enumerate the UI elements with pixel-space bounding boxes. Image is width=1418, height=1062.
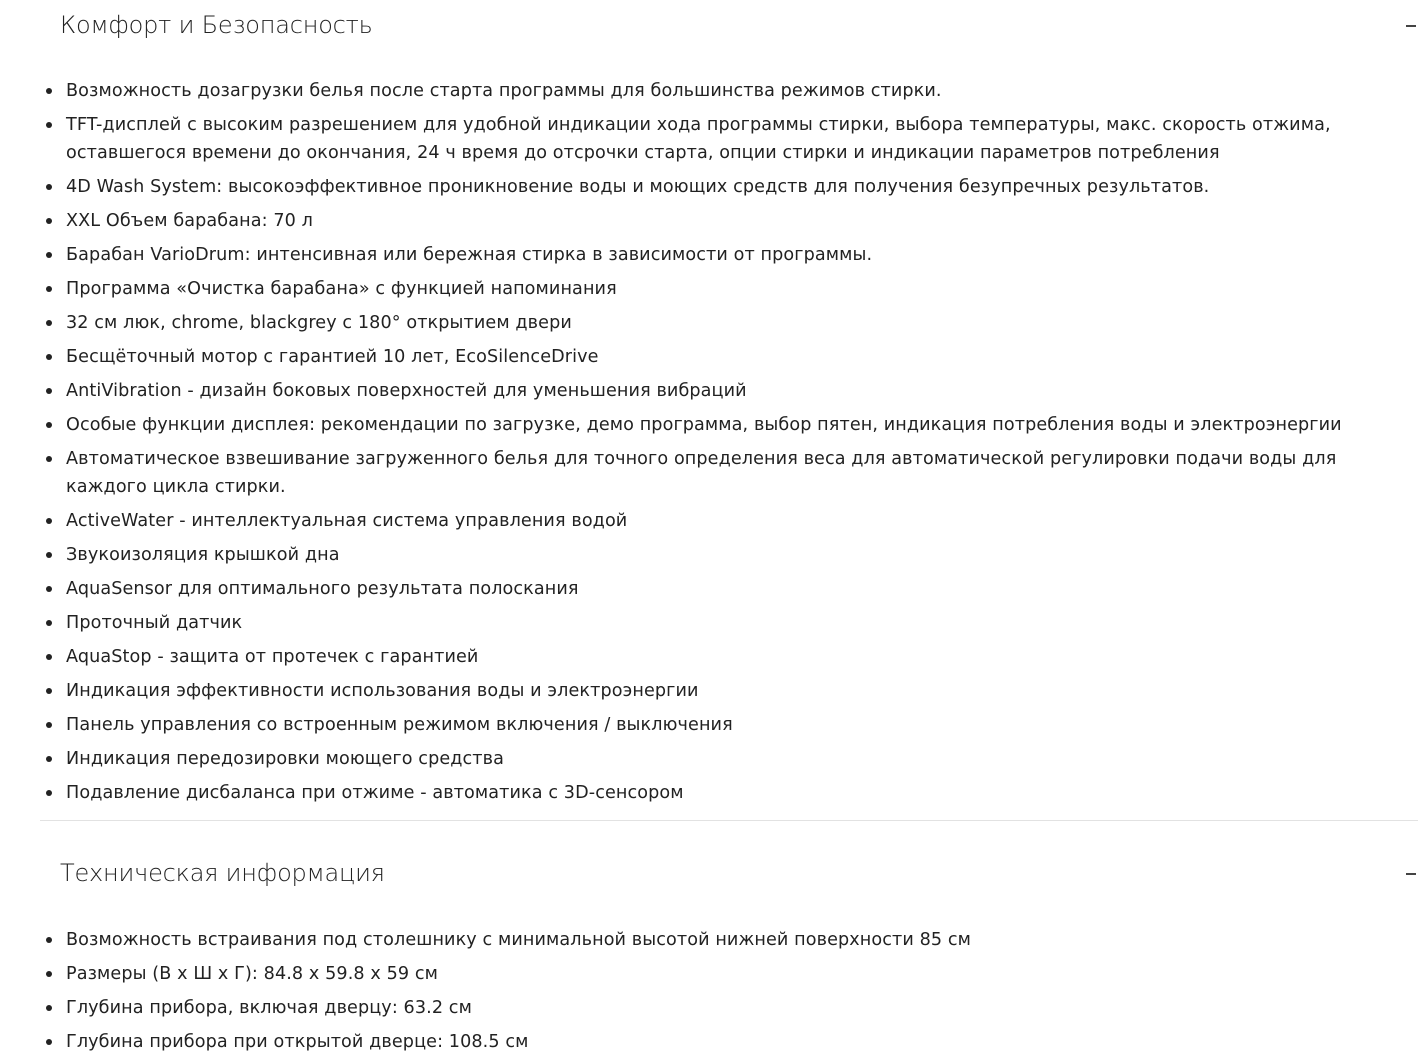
list-item xyxy=(40,411,1418,439)
list-item-text: AquaSensor для оптимального результата полоскания xyxy=(66,579,579,599)
list-item-text: 4D Wash System: высокоэффективное проникновение воды и моющих средств для получения безупречных результатов. xyxy=(66,177,1210,197)
feature-list-comfort xyxy=(40,77,1418,813)
bullet-icon xyxy=(46,937,52,943)
list-item xyxy=(40,377,1418,405)
list-item xyxy=(40,309,1418,337)
list-item xyxy=(40,926,1418,954)
list-item xyxy=(40,779,1418,807)
list-item xyxy=(40,609,1418,637)
section-title-technical[interactable]: Техническая информация xyxy=(60,859,385,887)
bullet-icon xyxy=(46,354,52,360)
section-technical-info xyxy=(40,848,1418,1060)
list-item xyxy=(40,575,1418,603)
bullet-icon xyxy=(46,620,52,626)
bullet-icon xyxy=(46,320,52,326)
bullet-icon xyxy=(46,654,52,660)
list-item xyxy=(40,711,1418,739)
list-item-text: TFT-дисплей с высоким разрешением для удобной индикации хода программы стирки, выбора температуры, макс. скорость отжима, оставшегося времени до окончания, 24 ч время до отсрочки старта, опции стирки и индикации параметров потребления xyxy=(66,115,1331,163)
bullet-icon xyxy=(46,388,52,394)
list-item-text: AntiVibration - дизайн боковых поверхностей для уменьшения вибраций xyxy=(66,381,747,401)
list-item-text: Индикация передозировки моющего средства xyxy=(66,749,504,769)
bullet-icon xyxy=(46,586,52,592)
section-comfort-safety xyxy=(40,0,1418,821)
list-item-text: Возможность дозагрузки белья после старта программы для большинства режимов стирки. xyxy=(66,81,942,101)
list-item xyxy=(40,173,1418,201)
list-item xyxy=(40,241,1418,269)
list-item-text: 32 см люк, chrome, blackgrey с 180° открытием двери xyxy=(66,313,572,333)
list-item-text: Глубина прибора, включая дверцу: 63.2 см xyxy=(66,998,472,1018)
bullet-icon xyxy=(46,1005,52,1011)
bullet-icon xyxy=(46,456,52,462)
list-item-text: AquaStop - защита от протечек с гарантией xyxy=(66,647,479,667)
list-item xyxy=(40,960,1418,988)
list-item-text: Программа «Очистка барабана» с функцией напоминания xyxy=(66,279,617,299)
list-item-text: Возможность встраивания под столешнику с минимальной высотой нижней поверхности 85 см xyxy=(66,930,972,950)
list-item xyxy=(40,207,1418,235)
bullet-icon xyxy=(46,971,52,977)
collapse-minus-icon[interactable] xyxy=(1402,860,1418,886)
section-title-comfort[interactable]: Комфорт и Безопасность xyxy=(60,11,373,39)
list-item-text: Панель управления со встроенным режимом включения / выключения xyxy=(66,715,733,735)
bullet-icon xyxy=(46,218,52,224)
list-item xyxy=(40,643,1418,671)
list-item-text: Подавление дисбаланса при отжиме - автоматика с 3D-сенсором xyxy=(66,783,684,803)
list-item xyxy=(40,507,1418,535)
bullet-icon xyxy=(46,422,52,428)
list-item xyxy=(40,745,1418,773)
bullet-icon xyxy=(46,88,52,94)
list-item xyxy=(40,1028,1418,1056)
list-item xyxy=(40,275,1418,303)
list-item-text: Индикация эффективности использования воды и электроэнергии xyxy=(66,681,699,701)
bullet-icon xyxy=(46,252,52,258)
bullet-icon xyxy=(46,122,52,128)
list-item-text: Особые функции дисплея: рекомендации по загрузке, демо программа, выбор пятен, индикация потребления воды и электроэнергии xyxy=(66,415,1342,435)
bullet-icon xyxy=(46,518,52,524)
feature-list-technical xyxy=(40,926,1418,1062)
list-item xyxy=(40,445,1418,501)
list-item-text: Бесщёточный мотор с гарантией 10 лет, EcoSilenceDrive xyxy=(66,347,599,367)
list-item-text: ActiveWater - интеллектуальная система управления водой xyxy=(66,511,628,531)
list-item-text: Проточный датчик xyxy=(66,613,243,633)
bullet-icon xyxy=(46,756,52,762)
list-item-text: Глубина прибора при открытой дверце: 108.5 см xyxy=(66,1032,529,1052)
list-item-text: Звукоизоляция крышкой дна xyxy=(66,545,340,565)
list-item xyxy=(40,677,1418,705)
bullet-icon xyxy=(46,722,52,728)
list-item-text: Размеры (В х Ш х Г): 84.8 x 59.8 x 59 см xyxy=(66,964,439,984)
list-item xyxy=(40,343,1418,371)
list-item xyxy=(40,994,1418,1022)
bullet-icon xyxy=(46,552,52,558)
list-item-text: Барабан VarioDrum: интенсивная или бережная стирка в зависимости от программы. xyxy=(66,245,873,265)
collapse-minus-icon[interactable] xyxy=(1402,12,1418,38)
bullet-icon xyxy=(46,790,52,796)
list-item xyxy=(40,77,1418,105)
list-item xyxy=(40,111,1418,167)
list-item xyxy=(40,541,1418,569)
list-item-text: XXL Объем барабана: 70 л xyxy=(66,211,313,231)
bullet-icon xyxy=(46,286,52,292)
list-item-text: Автоматическое взвешивание загруженного белья для точного определения веса для автоматической регулировки подачи воды для каждого цикла стирки. xyxy=(66,449,1337,497)
bullet-icon xyxy=(46,184,52,190)
bullet-icon xyxy=(46,1039,52,1045)
bullet-icon xyxy=(46,688,52,694)
